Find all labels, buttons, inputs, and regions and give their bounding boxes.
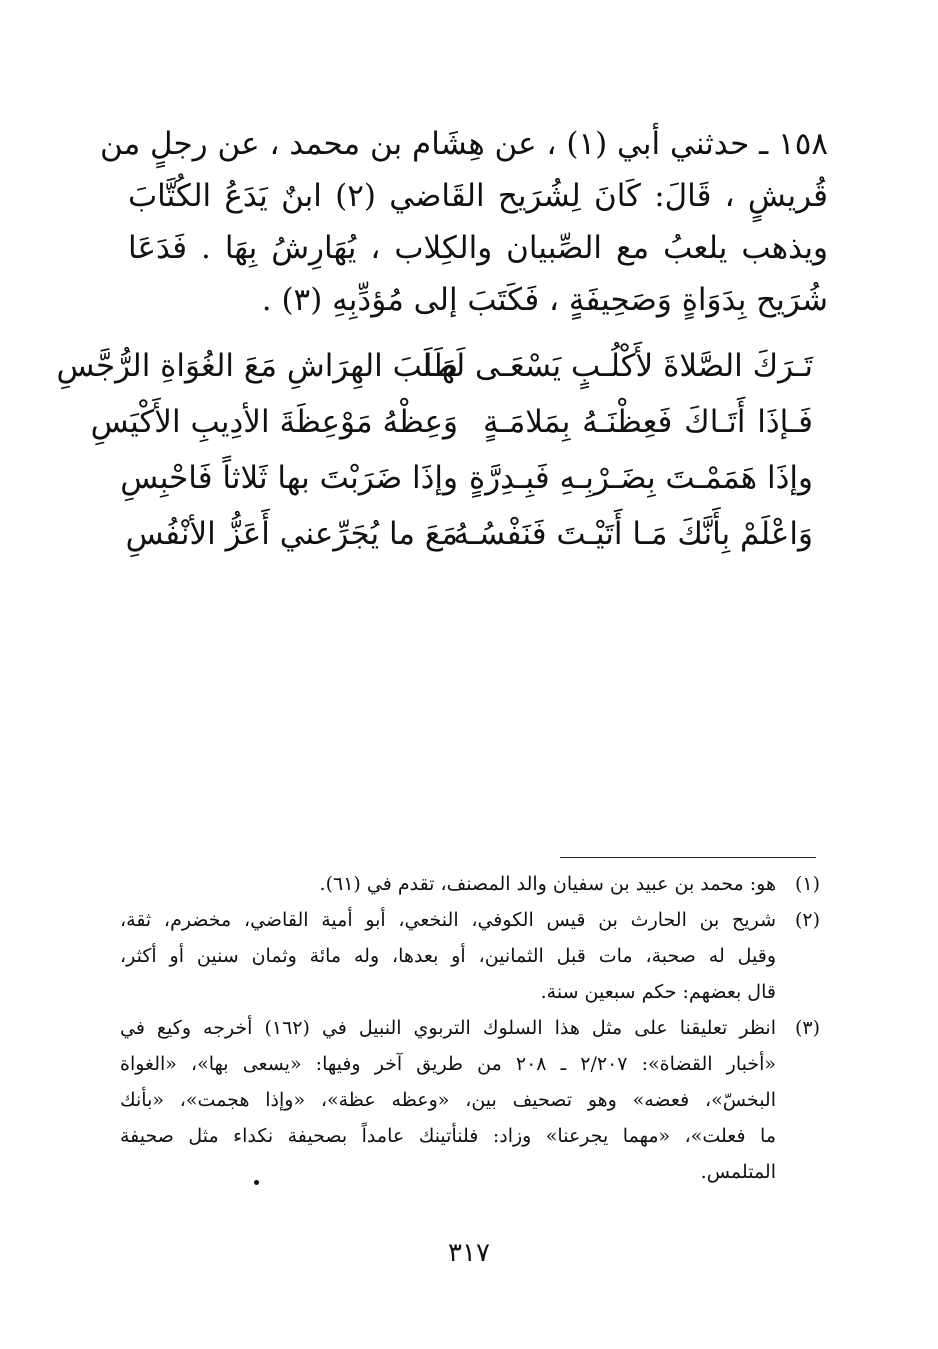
verse-first-hemistich: وَاعْلَمْ بِأَنَّكَ مَـا أَتَيْـتَ فَنَفْسُـهُ bbox=[453, 516, 813, 552]
footnote bbox=[120, 1010, 820, 1190]
hadith-line: قُريشٍ ، قَالَ: كَانَ لِشُرَيح القَاضي (٢) ابنٌ يَدَعُ الكُتَّابَ bbox=[128, 178, 829, 214]
verse-second-hemistich: وَعِظْهُ مَوْعِظَةَ الأدِيبِ الأَكْيَسِ bbox=[90, 404, 458, 440]
footnote-line: قال بعضهم: حكم سبعين سنة. bbox=[540, 981, 776, 1003]
verse-first-hemistich: وإذَا هَمَمْـتَ بِضَـرْبِـهِ فَبِـدِرَّةٍ bbox=[468, 460, 813, 496]
verse-first-hemistich: فَـإذَا أَتَـاكَ فَعِظْنَـهُ بِمَلامَـةٍ bbox=[483, 404, 813, 440]
footnote-number: (٣) bbox=[794, 1017, 820, 1039]
verse-first-hemistich: تَـرَكَ الصَّلاةَ لأَكْلُـبٍ يَسْعَـى لَهَـا bbox=[422, 348, 813, 384]
hadith-line: ١٥٨ ـ حدثني أبي (١) ، عن هِشَام بن محمد ، عن رجلٍ من bbox=[99, 126, 828, 162]
poem-verse bbox=[120, 450, 813, 506]
poem-verse bbox=[125, 506, 813, 562]
footnote-line: المتلمس. bbox=[700, 1161, 776, 1183]
hadith-paragraph bbox=[99, 118, 829, 326]
poem-verse bbox=[56, 338, 813, 394]
footnote-line: هو: محمد بن عبيد بن سفيان والد المصنف، تقدم في (٦١). bbox=[319, 873, 776, 895]
footnote-text bbox=[120, 866, 776, 902]
footnote-text bbox=[120, 902, 776, 1010]
page-number: ٣١٧ bbox=[448, 1238, 490, 1268]
hadith-line: شُرَيح بِدَوَاةٍ وَصَحِيفَةٍ ، فَكَتَبَ إلى مُؤدِّبِهِ (٣) . bbox=[261, 282, 828, 318]
footnote bbox=[120, 866, 820, 902]
footnote-line: «أخبار القضاة»: ٢/٢٠٧ ـ ٢٠٨ من طريق آخر وفيها: «يسعى بها»، «الغواة bbox=[120, 1053, 776, 1075]
ink-dot bbox=[254, 1180, 259, 1185]
footnote-line: شريح بن الحارث بن قيس الكوفي، النخعي، أبو أمية القاضي، مخضرم، ثقة، bbox=[120, 909, 776, 931]
verse-second-hemistich: وإذَا ضَرَبْتَ بها ثَلاثاً فَاحْبِسِ bbox=[120, 460, 458, 496]
footnote-line: انظر تعليقنا على مثل هذا السلوك التربوي النبيل في (١٦٢) أخرجه وكيع في bbox=[120, 1017, 776, 1039]
poem bbox=[56, 338, 813, 562]
verse-second-hemistich: طَلَبَ الهِرَاشِ مَعَ الغُوَاةِ الرُّجَّسِ bbox=[56, 348, 458, 384]
footnote bbox=[120, 902, 820, 1010]
hadith-line: ويذهب يلعبُ مع الصِّبيان والكِلاب ، يُهَارِشُ بِهَا . فَدَعَا bbox=[128, 230, 828, 266]
footnotes bbox=[120, 866, 820, 1190]
footnote-number: (١) bbox=[794, 873, 820, 895]
footnote-text bbox=[120, 1010, 776, 1190]
footnote-line: البخسّ»، فعضه» وهو تصحيف بين، «وعظه عظة»، «وإذا هجمت»، «بأنك bbox=[120, 1089, 776, 1111]
poem-verse bbox=[90, 394, 813, 450]
footnote-separator bbox=[560, 857, 816, 858]
footnote-number: (٢) bbox=[794, 909, 820, 931]
footnote-line: ما فعلت»، «مهما يجرعنا» وزاد: فلنأتينك عامداً بصحيفة نكداء مثل صحيفة bbox=[120, 1125, 776, 1147]
verse-second-hemistich: مَعَ ما يُجَرِّعني أَعَزُّ الأنْفُسِ bbox=[125, 516, 458, 552]
footnote-line: وقيل له صحبة، مات قبل الثمانين، أو بعدها، وله مائة وثمان سنين أو أكثر، bbox=[120, 945, 776, 967]
